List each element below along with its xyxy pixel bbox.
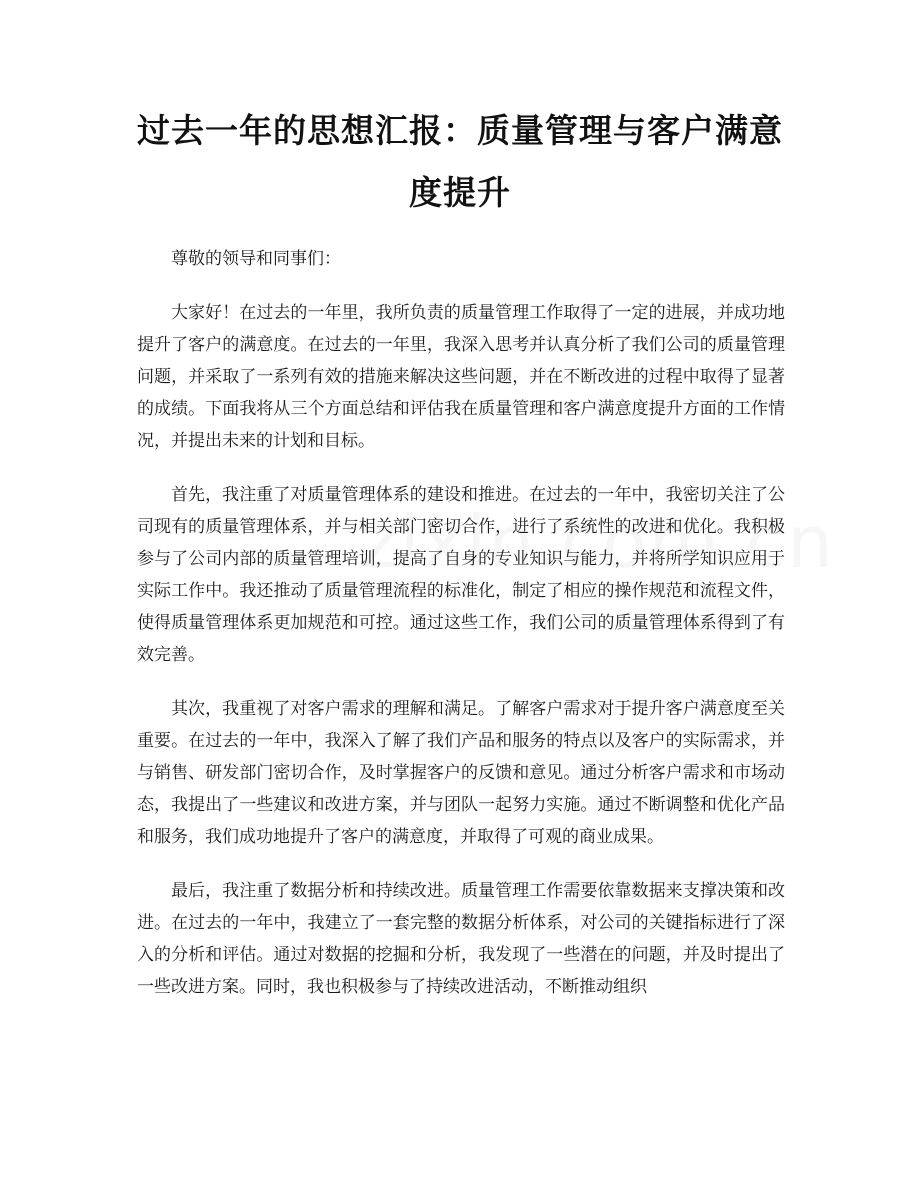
paragraph-second: 其次，我重视了对客户需求的理解和满足。了解客户需求对于提升客户满意度至关重要。在过去的一年中，我深入了解了我们产品和服务的特点以及客户的实际需求，并与销售、研发部门密切合作，及时掌握客户的反馈和意见。通过分析客户需求和市场动态，我提出了一些建议和改进方案，并与团队一起努力实施。通过不断调整和优化产品和服务，我们成功地提升了客户的满意度，并取得了可观的商业成果。 [137, 699, 785, 847]
salutation: 尊敬的领导和同事们： [171, 249, 341, 269]
document-body [137, 243, 785, 1025]
paragraph-intro: 大家好！在过去的一年里，我所负责的质量管理工作取得了一定的进展，并成功地提升了客户的满意度。在过去的一年里，我深入思考并认真分析了我们公司的质量管理问题，并采取了一系列有效的措施来解决这些问题，并在不断改进的过程中取得了显著的成绩。下面我将从三个方面总结和评估我在质量管理和客户满意度提升方面的工作情况，并提出未来的计划和目标。 [137, 303, 785, 451]
page-title: 过去一年的思想汇报：质量管理与客户满意度提升 [137, 111, 783, 212]
paragraph-last: 最后，我注重了数据分析和持续改进。质量管理工作需要依靠数据来支撑决策和改进。在过去的一年中，我建立了一套完整的数据分析体系，对公司的关键指标进行了深入的分析和评估。通过对数据的挖掘和分析，我发现了一些潜在的问题，并及时提出了一些改进方案。同时，我也积极参与了持续改进活动，不断推动组织 [137, 881, 785, 997]
paragraph-first: 首先，我注重了对质量管理体系的建设和推进。在过去的一年中，我密切关注了公司现有的质量管理体系，并与相关部门密切合作，进行了系统性的改进和优化。我积极参与了公司内部的质量管理培训，提高了自身的专业知识与能力，并将所学知识应用于实际工作中。我还推动了质量管理流程的标准化，制定了相应的操作规范和流程文件，使得质量管理体系更加规范和可控。通过这些工作，我们公司的质量管理体系得到了有效完善。 [137, 485, 785, 665]
